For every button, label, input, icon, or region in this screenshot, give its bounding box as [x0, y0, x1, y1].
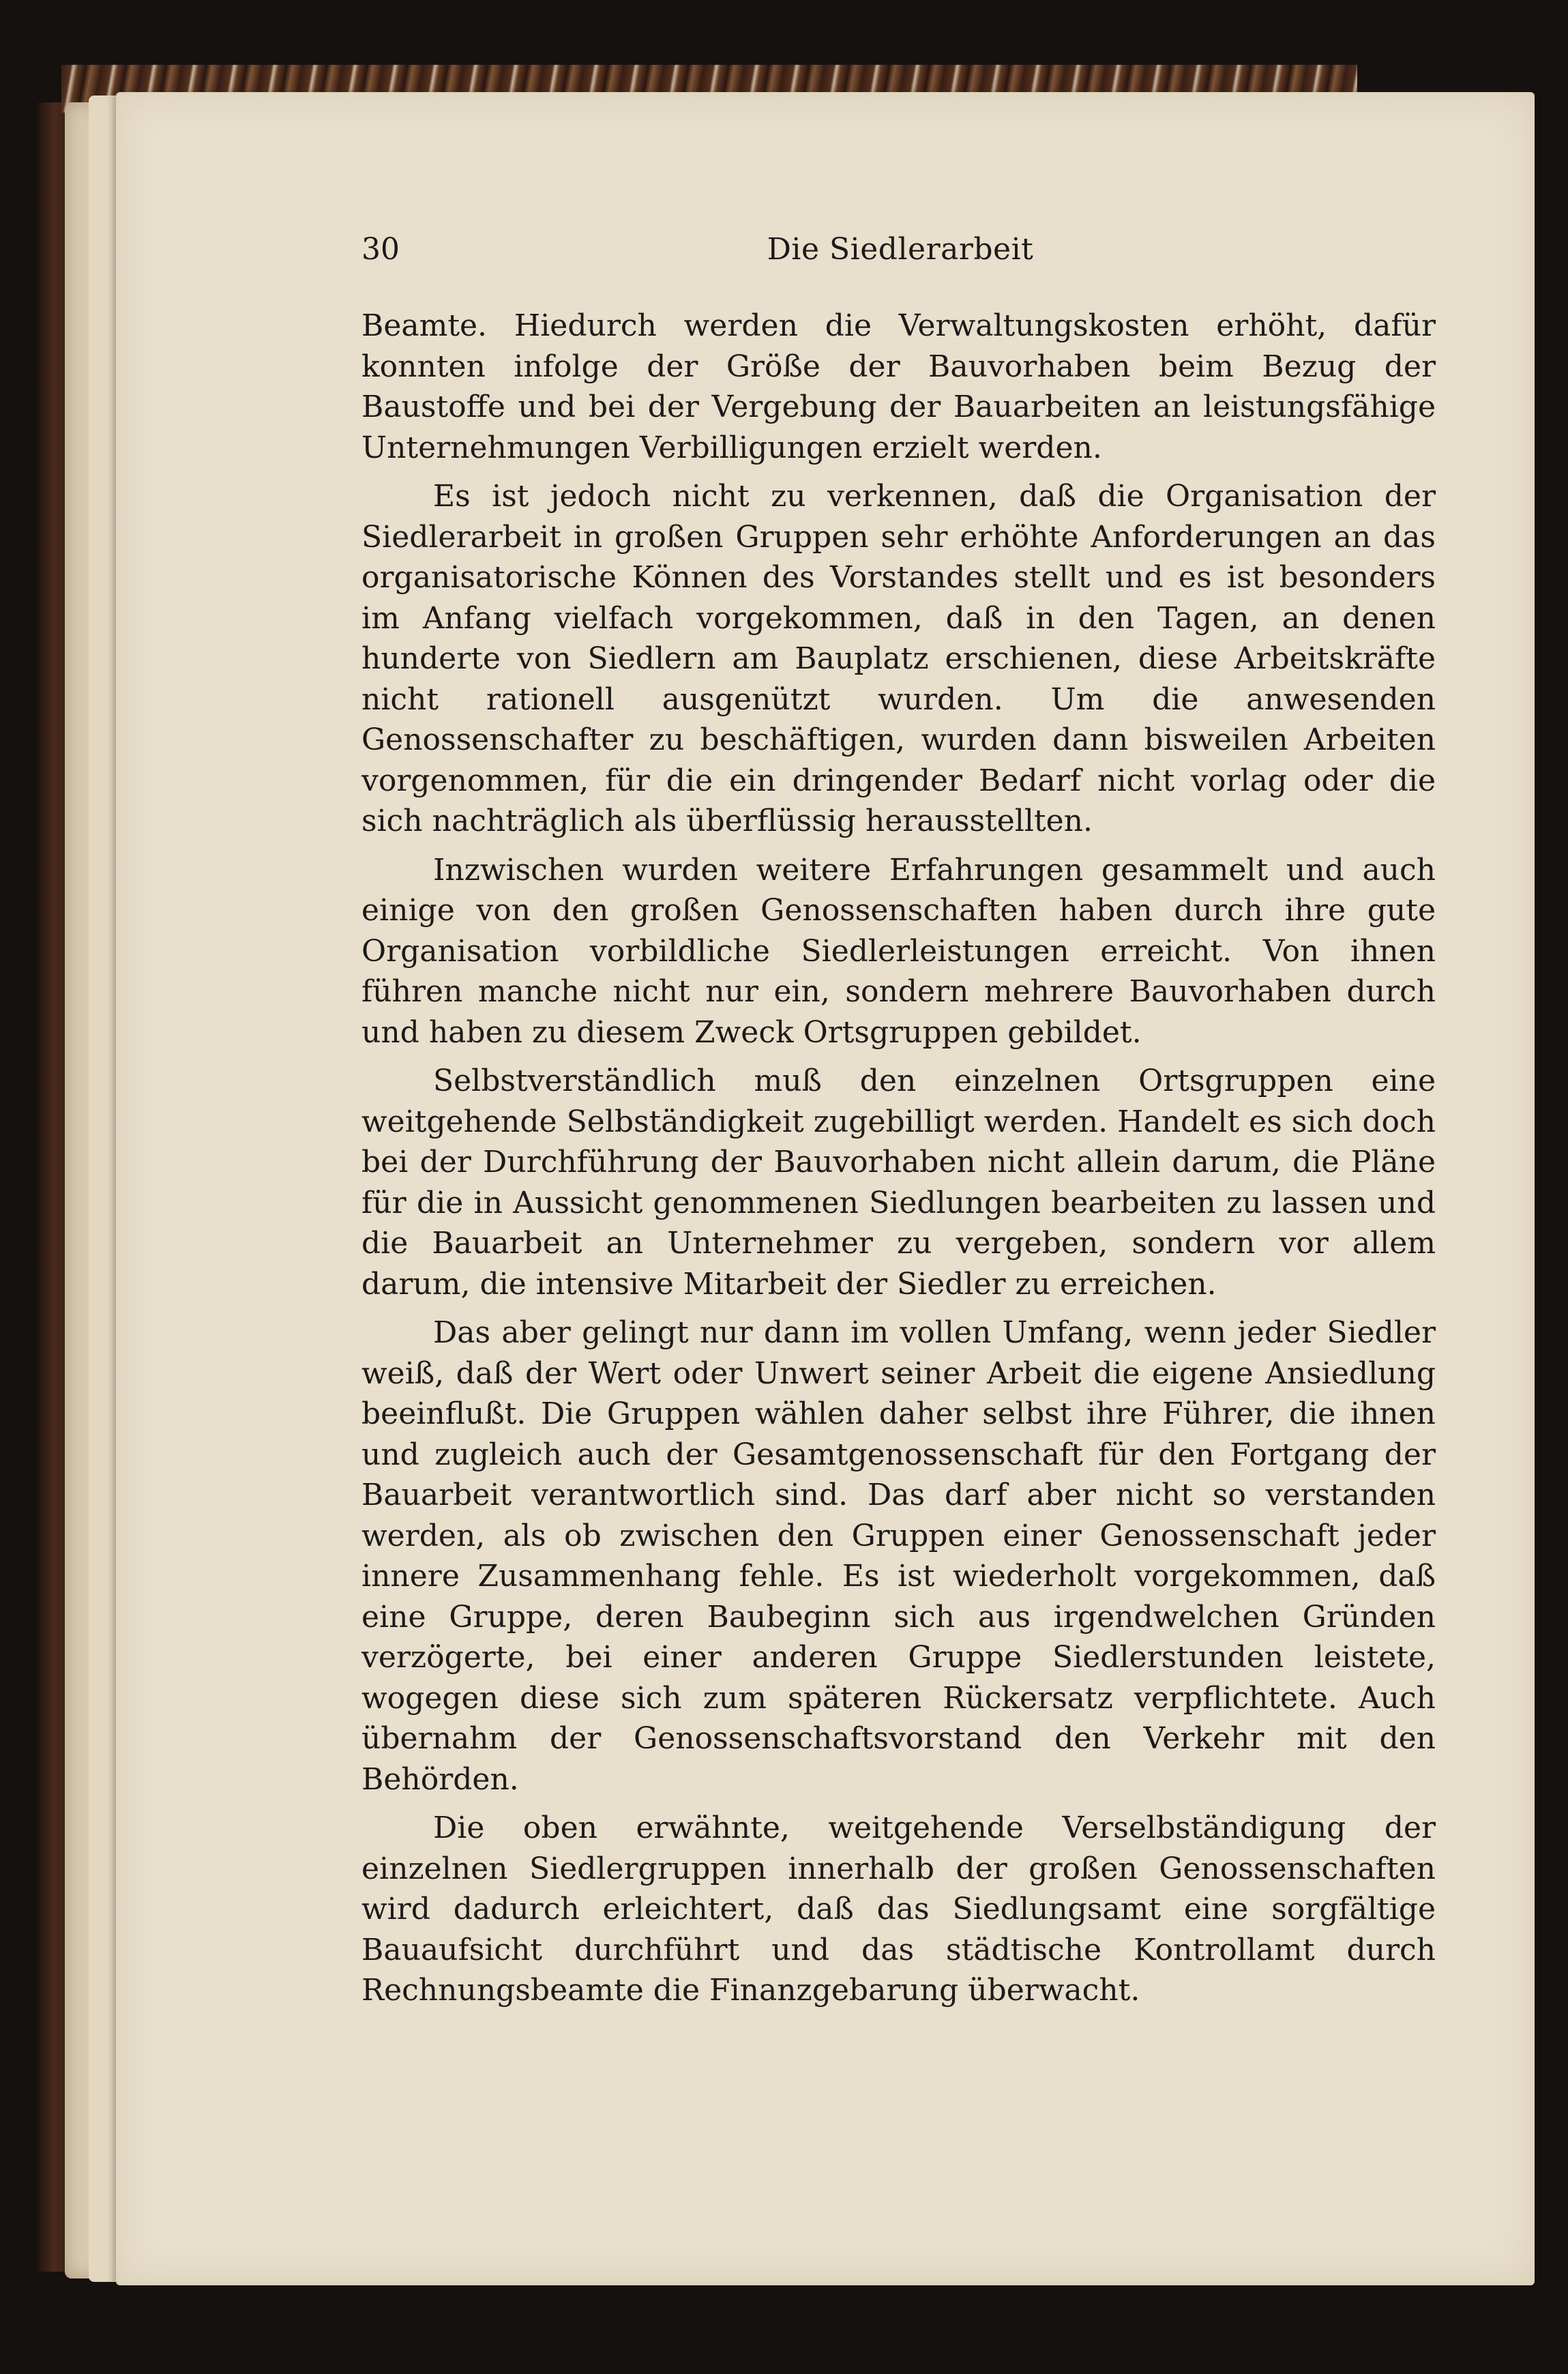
paragraph: Selbstverständlich muß den einzelnen Ortsgruppen eine weitgehende Selbständigkeit zugebilligt werden. Handelt es sich doch bei der Durchführung der Bauvorhaben nicht allein darum, die Pläne für die in Aussicht genommenen Siedlungen bearbeiten zu lassen und die Bauarbeit an Unternehmer zu vergeben, sondern vor allem darum, die intensive Mitarbeit der Siedler zu erreichen.	[361, 1064, 1436, 1302]
paragraph: Beamte. Hiedurch werden die Verwaltungskosten erhöht, dafür konnten infolge der Größe der Bauvorhaben beim Bezug der Baustoffe und bei der Vergebung der Bauarbeiten an leistungsfähige Unternehmungen Verbilligungen erzielt werden.	[361, 308, 1436, 465]
body-text	[361, 306, 1436, 2019]
page-number: 30	[361, 232, 400, 267]
running-head: Die Siedlerarbeit	[767, 232, 1034, 267]
paragraph: Es ist jedoch nicht zu verkennen, daß die Organisation der Siedlerarbeit in großen Gruppen sehr erhöhte Anforderungen an das organisatorische Können des Vorstandes stellt und es ist besonders im Anfang vielfach vorgekommen, daß in den Tagen, an denen hunderte von Siedlern am Bauplatz erschienen, diese Arbeitskräfte nicht rationell ausgenützt wurden. Um die anwesenden Genossenschafter zu beschäftigen, wurden dann bisweilen Arbeiten vorgenommen, für die ein dringender Bedarf nicht vorlag oder die sich nachträglich als überflüssig herausstellten.	[361, 479, 1436, 838]
paragraph: Das aber gelingt nur dann im vollen Umfang, wenn jeder Siedler weiß, daß der Wert oder Unwert seiner Arbeit die eigene Ansiedlung beeinflußt. Die Gruppen wählen daher selbst ihre Führer, die ihnen und zugleich auch der Gesamtgenossenschaft für den Fortgang der Bauarbeit verantwortlich sind. Das darf aber nicht so verstanden werden, als ob zwischen den Gruppen einer Genossenschaft jeder innere Zusammenhang fehle. Es ist wiederholt vorgekommen, daß eine Gruppe, deren Baubeginn sich aus irgendwelchen Gründen verzögerte, bei einer anderen Gruppe Siedlerstunden leistete, wogegen diese sich zum späteren Rückersatz verpflichtete. Auch übernahm der Genossenschaftsvorstand den Verkehr mit den Behörden.	[361, 1315, 1436, 1797]
page-header	[361, 232, 1439, 273]
paragraph: Die oben erwähnte, weitgehende Verselbständigung der einzelnen Siedlergruppen innerhalb der großen Genossenschaften wird dadurch erleichtert, daß das Siedlungsamt eine sorgfältige Bauaufsicht durchführt und das städtische Kontrollamt durch Rechnungsbeamte die Finanzgebarung überwacht.	[361, 1811, 1436, 2008]
paragraph: Inzwischen wurden weitere Erfahrungen gesammelt und auch einige von den großen Genossenschaften haben durch ihre gute Organisation vorbildliche Siedlerleistungen erreicht. Von ihnen führen manche nicht nur ein, sondern mehrere Bauvorhaben durch und haben zu diesem Zweck Ortsgruppen gebildet.	[361, 852, 1436, 1050]
